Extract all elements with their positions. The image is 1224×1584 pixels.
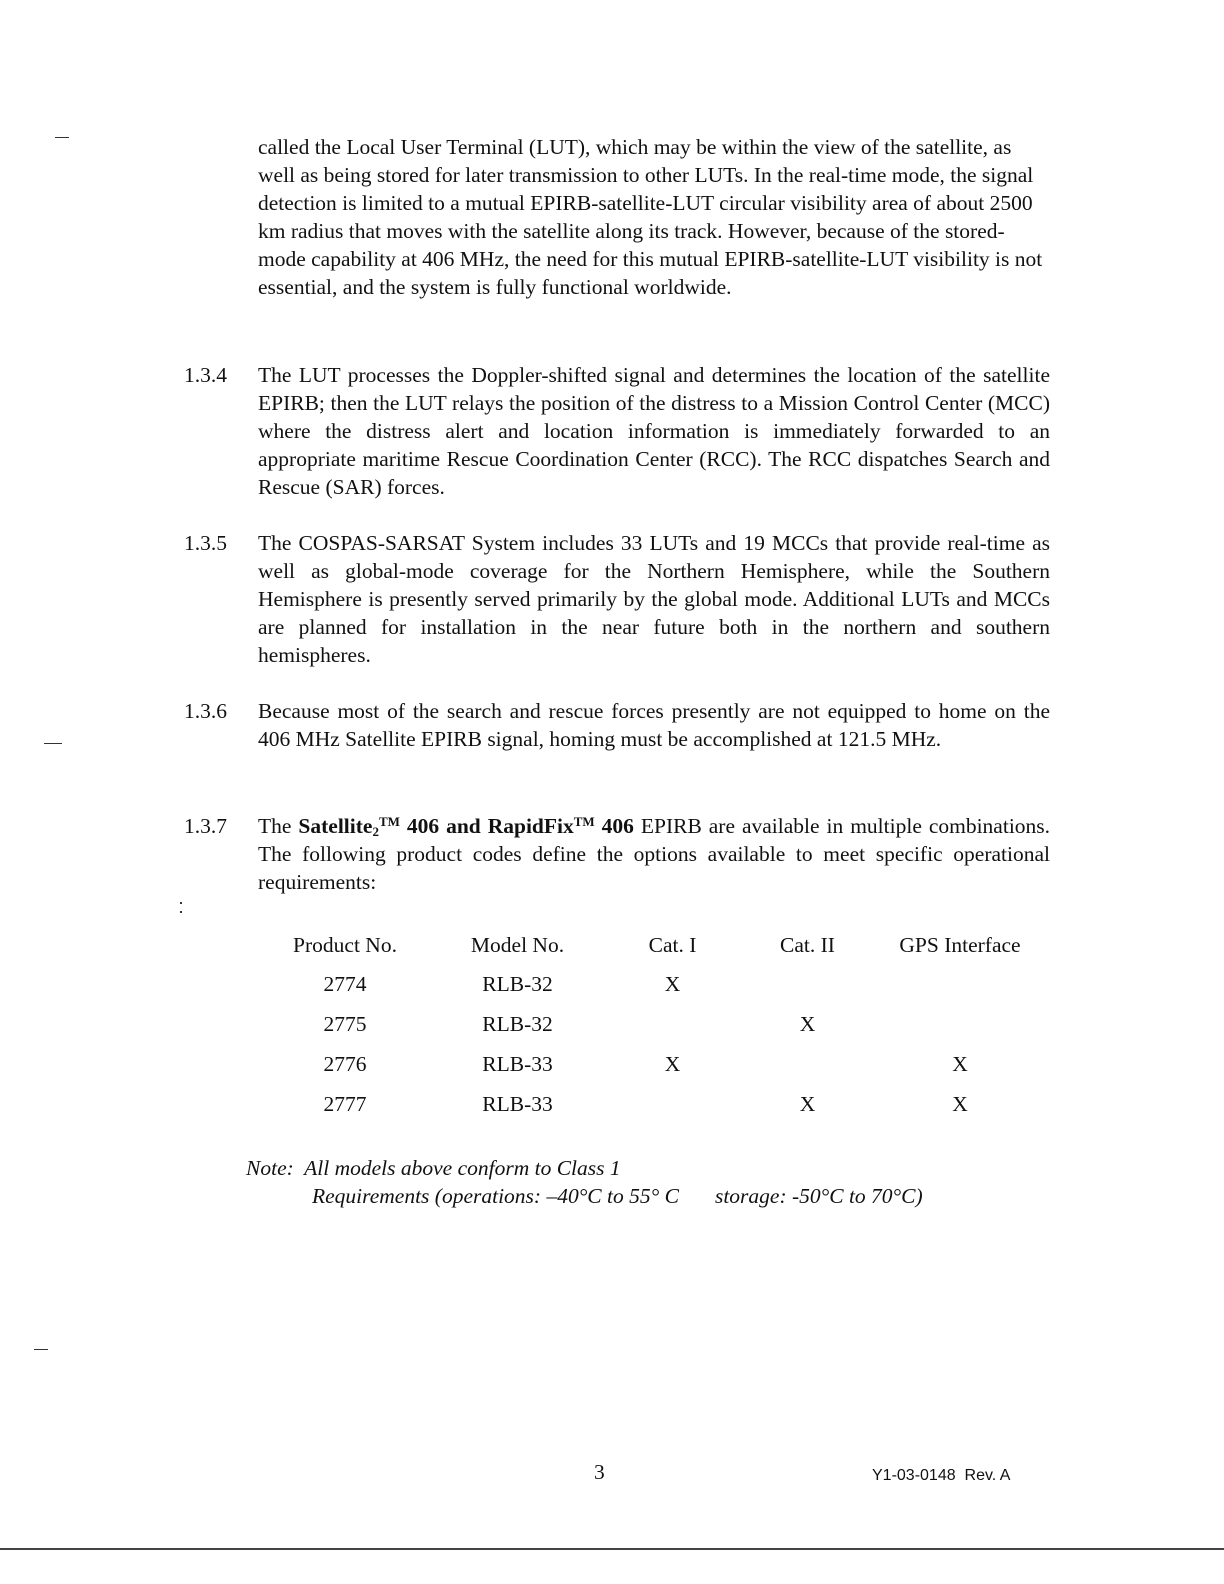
cell-model-no: RLB-32 xyxy=(482,1012,553,1036)
margin-mark xyxy=(44,743,62,744)
section-1-3-6 xyxy=(184,697,1050,753)
table-row xyxy=(260,1004,1045,1044)
section-number: 1.3.4 xyxy=(184,363,227,387)
section-text xyxy=(258,812,1050,896)
cell-gps-interface xyxy=(875,964,1045,1004)
table-row xyxy=(260,964,1045,1004)
text-run: Satellite xyxy=(298,814,373,838)
cell-cat-ii: X xyxy=(799,1092,816,1116)
table-row xyxy=(260,1084,1045,1124)
trademark-mark: TM xyxy=(378,814,400,829)
cell-cat-i xyxy=(605,1084,740,1124)
table-note xyxy=(246,1154,1026,1210)
cell-gps-interface: X xyxy=(952,1092,968,1116)
section-number: 1.3.7 xyxy=(184,814,227,838)
product-name-satellite2 xyxy=(298,814,634,838)
cell-cat-i: X xyxy=(664,972,681,996)
header-model-no: Model No. xyxy=(470,933,565,957)
margin-dot xyxy=(180,902,182,904)
product-table xyxy=(260,926,1045,1124)
cell-gps-interface: X xyxy=(952,1052,968,1076)
note-operations: Requirements (operations: –40°C to 55° C xyxy=(312,1184,679,1208)
cell-product-no: 2777 xyxy=(323,1092,367,1116)
scan-bottom-edge xyxy=(0,1548,1224,1550)
margin-dot xyxy=(180,911,182,913)
note-line-1: Note: All models above conform to Class 1 xyxy=(246,1156,621,1180)
subscript: 2 xyxy=(372,824,379,839)
section-text: Because most of the search and rescue forces presently are not equipped to home on the 406 MHz Satellite EPIRB signal, homing must be accomplished at 121.5 MHz. xyxy=(258,699,1050,751)
cell-model-no: RLB-32 xyxy=(482,972,553,996)
header-gps-interface: GPS Interface xyxy=(899,933,1021,957)
cell-cat-ii xyxy=(740,1044,875,1084)
section-text: The COSPAS-SARSAT System includes 33 LUTs and 19 MCCs that provide real-time as well as global-mode coverage for the Northern Hemisphere, while the Southern Hemisphere is presently served primarily by the global mode. Additional LUTs and MCCs are planned for installation in the near future both in the northern and southern hemispheres. xyxy=(258,531,1050,667)
section-number: 1.3.6 xyxy=(184,699,227,723)
cell-model-no: RLB-33 xyxy=(482,1052,553,1076)
page-number: 3 xyxy=(594,1460,605,1484)
section-text: The LUT processes the Doppler-shifted signal and determines the location of the satellite EPIRB; then the LUT relays the position of the distress to a Mission Control Center (MCC) where the distress alert and location information is immediately forwarded to an appropriate maritime Rescue Coordination Center (RCC). The RCC dispatches Search and Rescue (SAR) forces. xyxy=(258,363,1050,499)
text-run: EPIRB are available in multiple combinations. The following product codes define the options available to meet specific operational requirements: xyxy=(258,814,1051,894)
header-cat-i: Cat. I xyxy=(648,933,697,957)
section-number: 1.3.5 xyxy=(184,531,227,555)
intro-paragraph: called the Local User Terminal (LUT), which may be within the view of the satellite, as well as being stored for later transmission to other LUTs. In the real-time mode, the signal detection is limited to a mutual EPIRB-satellite-LUT circular visibility area of about 2500 km radius that moves with the satellite along its track. However, because of the stored-mode capability at 406 MHz, the need for this mutual EPIRB-satellite-LUT visibility is not essential, and the system is fully functional worldwide. xyxy=(258,135,1043,299)
cell-product-no: 2775 xyxy=(323,1012,367,1036)
document-id: Y1-03-0148 Rev. A xyxy=(872,1467,1011,1484)
cell-gps-interface xyxy=(875,1004,1045,1044)
margin-mark xyxy=(55,137,69,138)
note-storage: storage: -50°C to 70°C) xyxy=(714,1184,923,1208)
trademark-mark: TM xyxy=(573,814,595,829)
cell-product-no: 2774 xyxy=(323,972,367,996)
text-run: 406 xyxy=(601,814,634,838)
text-run: The xyxy=(258,814,292,838)
table-row xyxy=(260,1044,1045,1084)
cell-product-no: 2776 xyxy=(323,1052,367,1076)
header-product-no: Product No. xyxy=(293,933,397,957)
cell-cat-i xyxy=(605,1004,740,1044)
section-1-3-5 xyxy=(184,529,1050,669)
cell-model-no: RLB-33 xyxy=(482,1092,553,1116)
cell-cat-i: X xyxy=(664,1052,681,1076)
cell-cat-ii: X xyxy=(799,1012,816,1036)
text-run: 406 and RapidFix xyxy=(406,814,574,838)
header-cat-ii: Cat. II xyxy=(780,933,835,957)
section-1-3-4 xyxy=(184,361,1050,501)
cell-cat-ii xyxy=(740,964,875,1004)
table-header-row xyxy=(260,926,1045,964)
margin-mark xyxy=(34,1349,48,1350)
section-1-3-7 xyxy=(184,812,1050,896)
note-line-2 xyxy=(246,1182,1026,1210)
